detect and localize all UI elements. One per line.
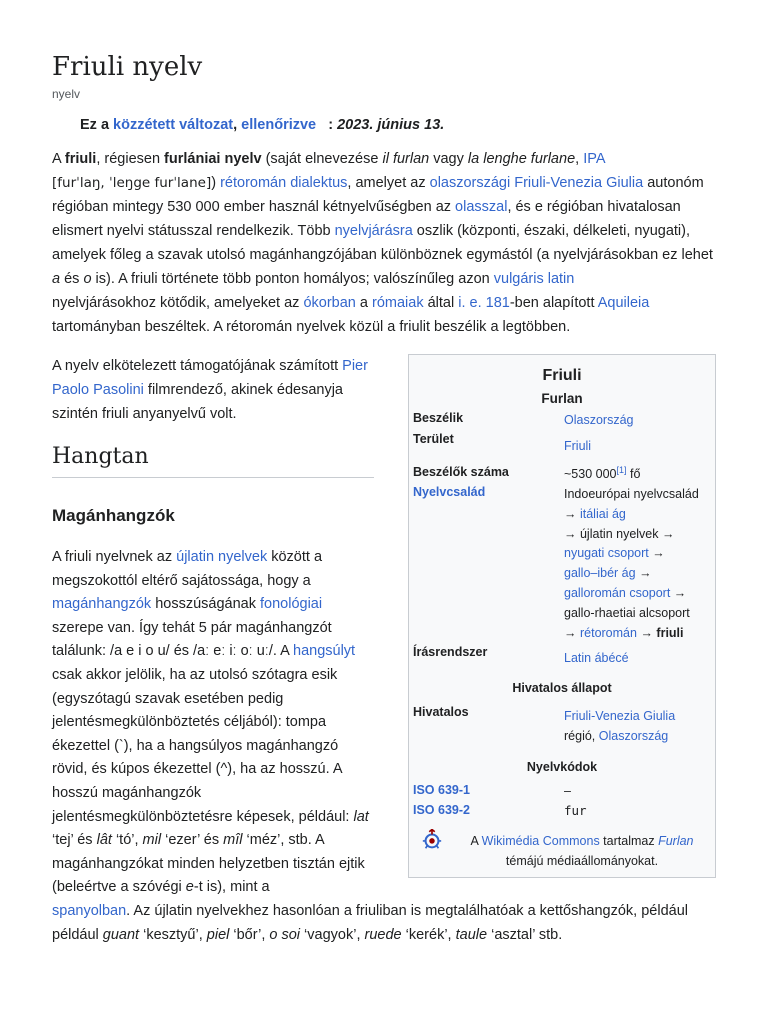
bold-term: friuli bbox=[656, 625, 684, 640]
text: A nyelv elkötelezett támogatójának számított bbox=[52, 358, 343, 374]
revision-colon: : bbox=[328, 117, 334, 133]
rhaeto-romance-link[interactable]: rétoromán bbox=[579, 625, 637, 640]
text: ‘kerék’, bbox=[401, 926, 456, 943]
infobox-value bbox=[564, 485, 712, 643]
text: , bbox=[575, 151, 584, 167]
iso-639-2-link[interactable]: ISO 639-2 bbox=[413, 803, 470, 817]
text: A bbox=[52, 151, 65, 167]
italic-term: piel bbox=[206, 926, 230, 943]
text: a bbox=[355, 295, 372, 311]
spanish-link[interactable]: spanyolban bbox=[52, 902, 127, 919]
phonology-link[interactable]: fonológiai bbox=[260, 596, 323, 613]
text: autonóm régióban mintegy 530 000 ember használ kétnyelvűségben az bbox=[52, 175, 704, 215]
rhaeto-romance-link[interactable]: rétoromán dialektus bbox=[220, 175, 348, 191]
text: , amelyet az bbox=[347, 175, 430, 191]
italic-term: e bbox=[185, 879, 194, 896]
intro-paragraph bbox=[52, 147, 718, 339]
text: témájú médiaállományokat. bbox=[505, 854, 659, 868]
friuli-venezia-giulia-link[interactable]: Friuli-Venezia Giulia bbox=[514, 175, 644, 191]
text: -ben alapított bbox=[509, 295, 598, 311]
text: régió, bbox=[564, 728, 599, 743]
italic-term: taule bbox=[455, 926, 488, 943]
wikimedia-commons-link[interactable]: Wikimédia Commons bbox=[481, 834, 600, 848]
text: és bbox=[60, 271, 84, 287]
commons-text bbox=[453, 831, 711, 871]
italic-term: mîl bbox=[223, 832, 243, 849]
text: ‘méz’, stb. A magánhangzókat minden helyzetben tisztán ejtik (beleértve a szóvégi bbox=[52, 832, 365, 896]
italic-term: mil bbox=[142, 832, 162, 849]
italic-term: ruede bbox=[364, 926, 402, 943]
infobox-native-name: Furlan bbox=[541, 391, 583, 406]
text: A friuli nyelvnek az bbox=[52, 549, 177, 565]
reference-link[interactable]: [1] bbox=[616, 464, 627, 475]
text: tartalmaz bbox=[599, 834, 659, 848]
friuli-link[interactable]: Friuli bbox=[564, 439, 592, 453]
infobox-label: Hivatalos bbox=[413, 705, 469, 719]
wikimedia-commons-icon bbox=[421, 829, 443, 851]
infobox-value bbox=[564, 465, 712, 485]
ipa-transcription: [furˈlaŋ, ˈleŋge furˈlane] bbox=[52, 175, 212, 191]
text: ‘vagyok’, bbox=[300, 926, 365, 943]
italic-term: il furlan bbox=[382, 151, 430, 167]
western-group-link[interactable]: nyugati csoport bbox=[564, 546, 649, 561]
text: nyelvjárásokhoz kötődik, amelyeket az bbox=[52, 295, 304, 311]
ipa-link[interactable]: IPA bbox=[583, 151, 606, 167]
italic-term: o soi bbox=[269, 926, 301, 943]
infobox-label: Beszélők száma bbox=[413, 465, 509, 479]
year-181-bc-link[interactable]: i. e. 181 bbox=[458, 295, 510, 311]
reviewed-link[interactable]: ellenőrizve bbox=[241, 117, 317, 133]
friuli-venezia-giulia-link[interactable]: Friuli-Venezia Giulia bbox=[564, 709, 676, 723]
bold-term: friuli bbox=[64, 151, 97, 167]
language-infobox bbox=[408, 354, 716, 878]
text: ‘ezer’ és bbox=[161, 832, 224, 849]
italy-link[interactable]: Olaszország bbox=[564, 413, 634, 427]
vowels-paragraph: A friuli nyelvnek az újlatin nyelvek között a megszokottól eltérő sajátossága, hogy a magánhangzók hosszúságának fonológiai szerepe van. Így tehát 5 pár magánhangzót találunk: /a e i o u/ és /aː eː iː oː uː/. A hangsúlyt csak akkor jelölik, ha az utolsó szótagra esik (egyszótagú szavak esetében pedig jelentésmegkülönböztetés céljából): tompa ékezettel (`), ha a hangsúlyos magánhangzó rövid, és kúpos ékezettel (^), ha az hosszú. A hosszú magánhangzók jelentésmegkülönböztetésre képesek, például: lat ‘tej’ és lât ‘tó’, mil ‘ezer’ és mîl ‘méz’, stb. A magánhangzókat minden helyzetben tisztán ejtik (beleértve a szóvégi e-t is), mint a spanyolban. Az újlatin nyelvekhez hasonlóan a friuliban is megtalálhatóak a kettőshangzók, például például guant ‘kesztyű’, piel ‘bőr’, o soi ‘vagyok’, ruede ‘kerék’, taule ‘asztal’ stb. bbox=[52, 546, 718, 947]
vowels-link[interactable]: magánhangzók bbox=[52, 596, 152, 613]
speakers-count: ~530 000 bbox=[564, 467, 617, 481]
text: , régiesen bbox=[96, 151, 165, 167]
text: oszlik (központi, északi, délkeleti, nyugati), amelyek főleg a szavak utolsó magánhangzójában különböznek egymástól (a nyelvjárásokban ez lehet bbox=[52, 223, 713, 263]
text: gallo-rhaetiai alcsoport bbox=[564, 605, 690, 620]
arrow: → bbox=[636, 625, 657, 640]
italian-link[interactable]: olasszal bbox=[455, 199, 508, 215]
text: (saját elnevezése bbox=[261, 151, 383, 167]
italic-term: lat bbox=[353, 808, 369, 825]
italic-term: o bbox=[83, 271, 92, 287]
gallo-romance-link[interactable]: galloromán csoport bbox=[564, 585, 671, 600]
text: ‘tej’ és bbox=[52, 832, 97, 849]
text: Indoeurópai nyelvcsalád bbox=[564, 487, 699, 501]
page-title: Friuli nyelv bbox=[52, 52, 203, 82]
dialect-link[interactable]: nyelvjárásra bbox=[334, 223, 413, 239]
italic-term: a bbox=[52, 271, 61, 287]
text: ‘tó’, bbox=[111, 832, 143, 849]
pasolini-paragraph bbox=[52, 354, 372, 426]
arrow: → bbox=[670, 585, 687, 600]
text: -t is), mint a bbox=[193, 879, 270, 896]
text: ‘bőr’, bbox=[229, 926, 270, 943]
text: is). A friuli története több ponton homályos; valószínűleg azon bbox=[91, 271, 494, 287]
arrow: → bbox=[564, 506, 580, 521]
romans-link[interactable]: rómaiak bbox=[372, 295, 424, 311]
infobox-title: Friuli bbox=[542, 367, 582, 384]
arrow: → bbox=[635, 566, 652, 581]
infobox-value: – bbox=[564, 784, 571, 798]
italic-term: lât bbox=[96, 832, 112, 849]
revision-prefix: Ez a bbox=[80, 117, 110, 133]
infobox-value bbox=[564, 707, 712, 747]
section-heading-phonology: Hangtan bbox=[52, 444, 374, 478]
text: között a megszokottól eltérő sajátossága, hogy a bbox=[52, 549, 323, 589]
text: fő bbox=[626, 467, 641, 481]
published-version-link[interactable]: közzétett változat bbox=[113, 117, 234, 133]
arrow: → bbox=[564, 526, 580, 541]
italic-branch-link[interactable]: itáliai ág bbox=[579, 506, 626, 521]
pasolini-link[interactable]: Pier Paolo Pasolini bbox=[52, 358, 368, 398]
gallo-iberian-link[interactable]: gallo–ibér ág bbox=[564, 566, 636, 581]
vowels-narrow-column bbox=[52, 546, 372, 900]
revision-date: 2023. június 13. bbox=[337, 117, 445, 133]
aquileia-link[interactable]: Aquileia bbox=[597, 295, 650, 311]
stress-link[interactable]: hangsúlyt bbox=[293, 643, 356, 660]
furlan-category-link[interactable]: Furlan bbox=[658, 834, 694, 848]
text: filmrendező, akinek édesanyja szintén friuli anyanyelvű volt. bbox=[52, 382, 343, 422]
revision-notice bbox=[80, 117, 444, 133]
bold-term: furlániai nyelv bbox=[164, 151, 262, 167]
text: újlatin nyelvek bbox=[579, 526, 659, 541]
text: hosszúságának bbox=[151, 596, 260, 613]
text: ‘asztal’ stb. bbox=[487, 926, 563, 943]
infobox-value: fur bbox=[564, 803, 587, 818]
infobox-label: Terület bbox=[413, 432, 454, 446]
vulgar-latin-link[interactable]: vulgáris latin bbox=[493, 271, 575, 287]
antiquity-link[interactable]: ókorban bbox=[303, 295, 356, 311]
text: tartományban beszéltek. A rétoromán nyelvek közül a friulit beszélik a legtöbben. bbox=[52, 319, 571, 335]
romance-languages-link[interactable]: újlatin nyelvek bbox=[176, 549, 268, 565]
infobox-label: Írásrendszer bbox=[413, 645, 488, 659]
latin-alphabet-link[interactable]: Latin ábécé bbox=[564, 651, 629, 665]
infobox-header-official: Hivatalos állapot bbox=[512, 681, 612, 695]
text: szerepe van. Így tehát 5 pár magánhangzót találunk: /a e i o u/ és /aː eː iː oː uː/. A bbox=[52, 619, 332, 660]
italy-link[interactable]: olaszországi bbox=[429, 175, 511, 191]
arrow: → bbox=[648, 546, 665, 561]
infobox-header-codes: Nyelvkódok bbox=[526, 760, 598, 774]
iso-639-1-link[interactable]: ISO 639-1 bbox=[413, 783, 470, 797]
italic-term: la lenghe furlane bbox=[467, 151, 576, 167]
arrow: → bbox=[658, 526, 675, 541]
text: vagy bbox=[429, 151, 468, 167]
arrow: → bbox=[564, 625, 580, 640]
text: ‘kesztyű’, bbox=[139, 926, 207, 943]
revision-comma: , bbox=[233, 117, 238, 133]
italy-link[interactable]: Olaszország bbox=[598, 728, 669, 743]
language-family-link[interactable]: Nyelvcsalád bbox=[413, 485, 486, 499]
text: ) bbox=[211, 175, 221, 191]
italic-term: guant bbox=[102, 926, 140, 943]
text: , és e régióban hivatalosan elismert nyelvi státusszal rendelkezik. Több bbox=[52, 199, 681, 239]
text: A bbox=[470, 834, 482, 848]
text: . Az újlatin nyelvekhez hasonlóan a friuliban is megtalálhatóak a kettőshangzók, például bbox=[126, 902, 689, 919]
text: által bbox=[423, 295, 459, 311]
text: csak akkor jelölik, ha az utolsó szótagra esik (egyszótagú szavak esetében pedig jelentésmegkülönböztetés céljából): tompa ékezettel (`), ha a hangsúlyos magánhangzó rövid, és kúpos ékezettel (^), ha az hosszú. A hosszú magánhangzók jelentésmegkülönböztetésre képesek, például: bbox=[52, 666, 354, 825]
infobox-label: Beszélik bbox=[413, 411, 464, 425]
page-subtitle: nyelv bbox=[52, 87, 81, 101]
subsection-heading-vowels: Magánhangzók bbox=[52, 506, 175, 525]
